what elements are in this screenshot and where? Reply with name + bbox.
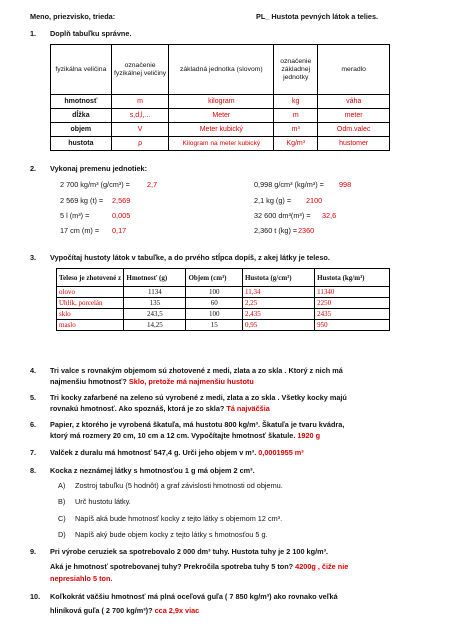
task4-number: 4. bbox=[30, 366, 37, 375]
task6-answer: 1920 g bbox=[297, 430, 321, 440]
unit-symbol: m³ bbox=[274, 123, 318, 137]
conversion-left-1: 2 700 kg/m³ (g/cm³) = bbox=[60, 180, 130, 189]
task7-text bbox=[50, 448, 304, 459]
col-material: Teleso je zhotovené z bbox=[57, 269, 124, 287]
task7-number: 7. bbox=[30, 448, 37, 457]
conversion-answer: 0,005 bbox=[112, 211, 131, 220]
conversion-right-2: 2,1 kg (g) = bbox=[254, 196, 292, 205]
unit-symbol: Kg/m³ bbox=[274, 137, 318, 151]
task6-text bbox=[50, 420, 344, 441]
table-row bbox=[51, 95, 390, 109]
density-g-value: 2,25 bbox=[242, 298, 314, 309]
quantity-name: dĺžka bbox=[51, 109, 112, 123]
task5-line1: Tri kocky zafarbené na zeleno sú vyrobené z medi, zlata a zo skla . Všetky kocky majú bbox=[50, 393, 347, 402]
mass-value: 135 bbox=[124, 298, 186, 309]
task2-heading: Vykonaj premenu jednotiek: bbox=[50, 164, 148, 173]
conversion-answer: 2,569 bbox=[112, 196, 131, 205]
worksheet-title: PL_ Hustota pevných látok a telies. bbox=[256, 12, 379, 21]
col-density-g: Hustota (g/cm³) bbox=[242, 269, 314, 287]
density-kg-value: 2435 bbox=[315, 309, 390, 320]
quantity-name: objem bbox=[51, 123, 112, 137]
task8-sub-text: Napíš aký bude objem kocky z tejto látky s hmotnosťou 5 g. bbox=[75, 530, 268, 539]
task6-line1: Papier, z ktorého je vyrobená škatuľa, má hustotu 800 kg/m³. Škatuľa je tvaru kvádra, bbox=[50, 420, 345, 429]
conversion-left-2: 2 569 kg (t) = bbox=[60, 196, 104, 205]
task9-line1: Pri výrobe ceruziek sa spotrebovalo 2 000 dm³ tuhy. Hustota tuhy je 2 100 kg/m³. bbox=[50, 547, 329, 556]
task9-text bbox=[50, 547, 348, 585]
quantity-symbol: ρ bbox=[111, 137, 169, 151]
task4-answer: Sklo, pretože má najmenšiu hustotu bbox=[128, 376, 254, 386]
col-quantity: fyzikálna veličina bbox=[51, 45, 112, 95]
task8-sub-key: B) bbox=[58, 497, 66, 506]
material-name: sklo bbox=[57, 309, 124, 320]
conversion-answer: 2100 bbox=[306, 196, 323, 205]
density-g-value: 2,435 bbox=[242, 309, 314, 320]
col-density-kg: Hustota (kg/m³) bbox=[315, 269, 390, 287]
task8-sub-text: Napíš aká bude hmotnosť kocky z tejto látky s objemom 12 cm³. bbox=[75, 514, 283, 523]
conversion-answer: 998 bbox=[339, 180, 352, 189]
task8-sub-text: Zostroj tabuľku (5 hodnôt) a graf závislosti hmotnosti od objemu. bbox=[75, 481, 283, 490]
task1-number: 1. bbox=[30, 29, 37, 38]
task10-answer: cca 2,9x viac bbox=[154, 605, 200, 615]
col-mass: Hmotnosť (g) bbox=[124, 269, 186, 287]
task8-sub-key: D) bbox=[58, 530, 66, 539]
unit-name: Kilogram na meter kubický bbox=[169, 137, 274, 151]
conversion-answer: 0,17 bbox=[112, 226, 127, 235]
mass-value: 243,5 bbox=[124, 309, 186, 320]
conversion-answer: 2360 bbox=[298, 226, 315, 235]
task4-line1: Tri valce s rovnakým objemom sú zhotovené z medi, zlata a zo skla . Ktorý z nich má bbox=[50, 366, 343, 375]
volume-value: 60 bbox=[186, 298, 243, 309]
task8-number: 8. bbox=[30, 466, 37, 475]
unit-name: Meter kubický bbox=[169, 123, 274, 137]
unit-name: Meter bbox=[169, 109, 274, 123]
task10-text bbox=[50, 592, 338, 616]
table-row bbox=[51, 137, 390, 151]
header-name-field: Meno, priezvisko, trieda: bbox=[30, 12, 116, 21]
quantity-symbol: m bbox=[111, 95, 169, 109]
task10-line2: hliníková guľa ( 2 700 kg/m³)? bbox=[50, 605, 153, 615]
task5-number: 5. bbox=[30, 393, 37, 402]
task10-number: 10. bbox=[30, 592, 41, 601]
volume-value: 100 bbox=[186, 287, 243, 298]
units-table bbox=[50, 44, 390, 151]
conversion-answer: 32,6 bbox=[322, 211, 337, 220]
task2-number: 2. bbox=[30, 164, 37, 173]
quantity-symbol: s,d,l,... bbox=[111, 109, 169, 123]
task3-heading: Vypočítaj hustoty látok v tabuľke, a do prvého stĺpca dopíš, z akej látky je teleso. bbox=[50, 253, 330, 262]
unit-name: kilogram bbox=[169, 95, 274, 109]
conversion-answer: 2,7 bbox=[147, 180, 158, 189]
mass-value: 1134 bbox=[124, 287, 186, 298]
task8-sub-text: Urč hustotu látky. bbox=[75, 497, 131, 506]
volume-value: 15 bbox=[186, 320, 243, 331]
table-row bbox=[57, 309, 390, 320]
table-row bbox=[57, 298, 390, 309]
col-symbol: označenie fyzikálnej veličiny bbox=[111, 45, 169, 95]
density-kg-value: 2250 bbox=[315, 298, 390, 309]
meter-name: váha bbox=[318, 95, 390, 109]
task8-sub-key: C) bbox=[58, 514, 66, 523]
density-kg-value: 950 bbox=[315, 320, 390, 331]
density-kg-value: 11340 bbox=[315, 287, 390, 298]
mass-value: 14,25 bbox=[124, 320, 186, 331]
task5-line2: rovnakú hmotnosť. Ako spoznáš, ktorá je zo skla? bbox=[50, 403, 225, 413]
task1-heading: Doplň tabuľku správne. bbox=[50, 29, 132, 38]
conversion-left-4: 17 cm (m) = bbox=[60, 226, 100, 235]
task6-number: 6. bbox=[30, 420, 37, 429]
conversion-right-4: 2,360 t (kg) = bbox=[254, 226, 298, 235]
task9-answer: 4200g , čiže nie bbox=[295, 561, 349, 571]
task4-line2: najmenšiu hmotnosť? bbox=[50, 376, 127, 386]
task7-line1: Valček z duralu má hmotnosť 547,4 g. Urči jeho objem v m³. bbox=[50, 448, 257, 457]
density-g-value: 0,95 bbox=[242, 320, 314, 331]
conversion-right-3: 32 600 dm³(m³) = bbox=[254, 211, 311, 220]
table-row bbox=[57, 287, 390, 298]
quantity-name: hmotnosť bbox=[51, 95, 112, 109]
density-table bbox=[56, 268, 390, 331]
task10-line1: Koľkokrát väčšiu hmotnosť má plná oceľová guľa ( 7 850 kg/m³) ako rovnako veľká bbox=[50, 592, 338, 601]
task9-answer-cont: nepresiahlo 5 ton. bbox=[50, 574, 113, 583]
task7-answer: 0,0001955 m³ bbox=[258, 448, 304, 457]
meter-name: hustomer bbox=[318, 137, 390, 151]
volume-value: 100 bbox=[186, 309, 243, 320]
task3-number: 3. bbox=[30, 253, 37, 262]
density-g-value: 11,34 bbox=[242, 287, 314, 298]
task5-text bbox=[50, 393, 347, 414]
quantity-symbol: V bbox=[111, 123, 169, 137]
table-row bbox=[51, 109, 390, 123]
col-unit-symbol: označenie základnej jednotky bbox=[274, 45, 318, 95]
task5-answer: Tá najväčšia bbox=[226, 403, 270, 413]
meter-name: Odm.valec bbox=[318, 123, 390, 137]
quantity-name: hustota bbox=[51, 137, 112, 151]
task9-line2: Aká je hmotnosť spotrebovanej tuhy? Prekročila spotreba tuhy 5 ton? bbox=[50, 561, 294, 571]
material-name: olovo bbox=[57, 287, 124, 298]
material-name: maslo bbox=[57, 320, 124, 331]
unit-symbol: kg bbox=[274, 95, 318, 109]
material-name: Uhlík, porcelán bbox=[57, 298, 124, 309]
table-row bbox=[51, 123, 390, 137]
task6-line2: ktorý má rozmery 20 cm, 10 cm a 12 cm. Vypočítajte hmotnosť škatule. bbox=[50, 430, 296, 440]
meter-name: meter bbox=[318, 109, 390, 123]
task8-sub-key: A) bbox=[58, 481, 66, 490]
col-meter: meradlo bbox=[318, 45, 390, 95]
task4-text bbox=[50, 366, 343, 387]
unit-symbol: m bbox=[274, 109, 318, 123]
task9-number: 9. bbox=[30, 547, 37, 556]
col-volume: Objem (cm³) bbox=[186, 269, 243, 287]
conversion-right-1: 0,998 g/cm³ (kg/m³) = bbox=[254, 180, 324, 189]
col-unit: základná jednotka (slovom) bbox=[169, 45, 274, 95]
task8-text: Kocka z neznámej látky s hmotnosťou 1 g má objem 2 cm³. bbox=[50, 466, 255, 475]
conversion-left-3: 5 l (m³) = bbox=[60, 211, 90, 220]
table-row bbox=[57, 320, 390, 331]
